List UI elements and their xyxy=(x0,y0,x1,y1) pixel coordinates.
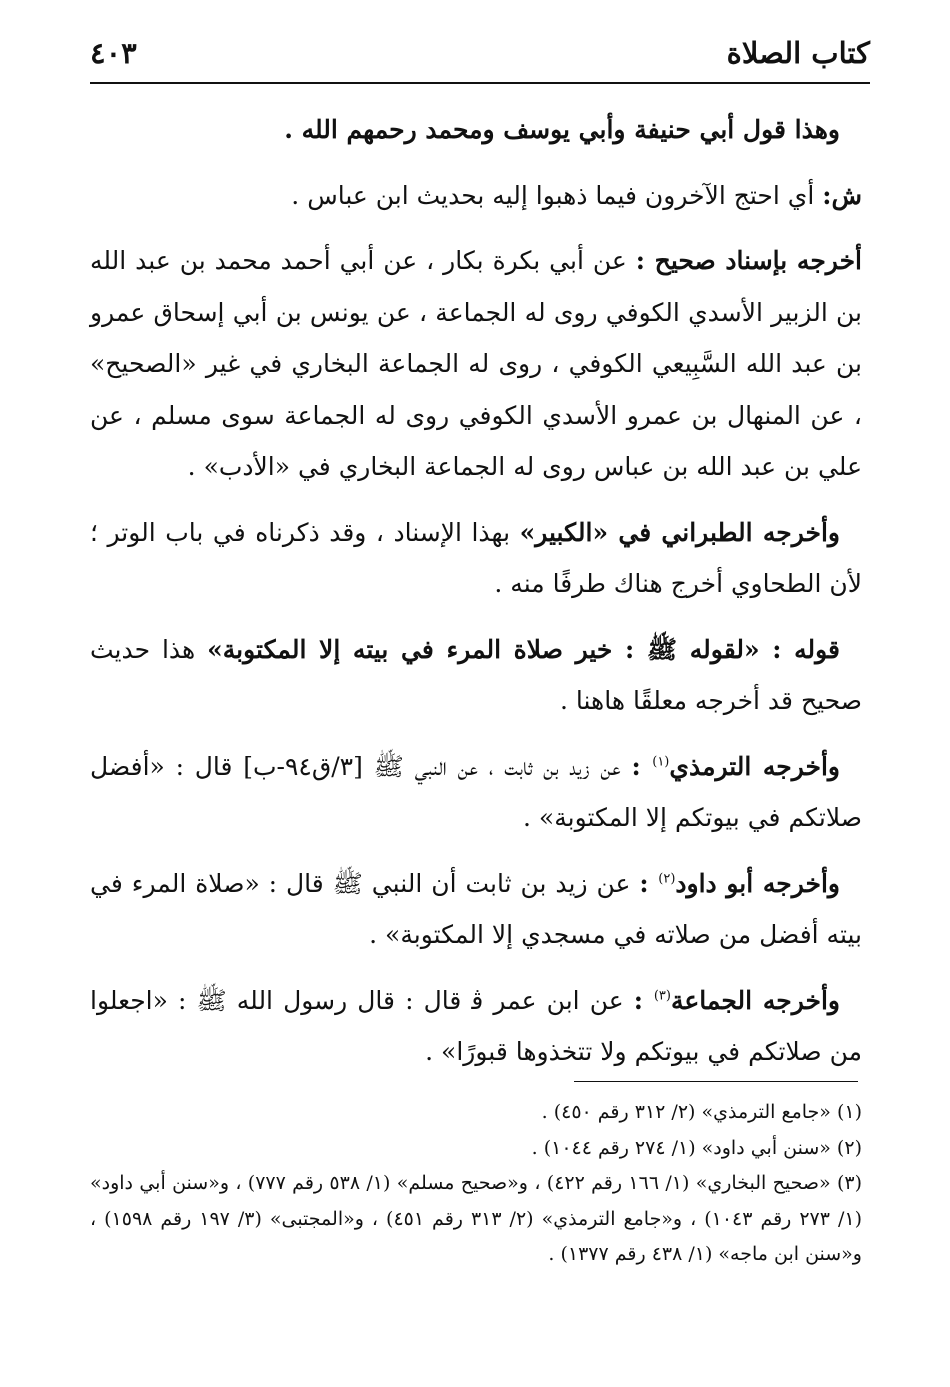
paragraph-text: أي احتج الآخرون فيما ذهبوا إليه بحديث ابن عباس . xyxy=(291,180,823,210)
paragraph-text: عن زيد بن ثابت أن النبي ﷺ قال : «صلاة المرء في بيته أفضل من صلاته في مسجدي إلا المكتوبة» . xyxy=(90,868,862,949)
paragraph-lead: أخرجه بإسناد صحيح : xyxy=(635,246,862,275)
page-header xyxy=(90,36,870,80)
footnote-3: (٣) «صحيح البخاري» (١/ ١٦٦ رقم ٤٢٢) ، و«صحيح مسلم» (١/ ٥٣٨ رقم ٧٧٧) ، و«سنن أبي داود» (١/ ٢٧٣ رقم ١٠٤٣) ، و«جامع الترمذي» (٢/ ٣١٣ رقم ٤٥١) ، و«المجتبى» (٣/ ١٩٧ رقم ١٥٩٨) ، و«سنن ابن ماجه» (١/ ٤٣٨ رقم ١٣٧٧) . xyxy=(90,1172,863,1265)
header-rule xyxy=(90,82,870,84)
paragraph-lead: وأخرجه أبو داود xyxy=(675,868,841,898)
footnotes xyxy=(90,1095,862,1273)
paragraph-lead: ش: xyxy=(822,180,862,210)
paragraph-commentary xyxy=(90,170,862,222)
main-text xyxy=(90,104,862,1092)
paragraph-lead: قوله : «لقوله ﷺ : خير صلاة المرء في بيته إلا المكتوبة» xyxy=(207,634,841,664)
paragraph-opinion xyxy=(90,104,862,156)
page-number: ٤٠٣ xyxy=(90,36,137,70)
footnote-ref[interactable]: (٢) xyxy=(658,871,676,887)
footnote-ref[interactable]: (١) xyxy=(652,754,670,770)
paragraph-lead-colon: : xyxy=(633,985,654,1015)
paragraph-lead-colon: : xyxy=(631,751,653,781)
paragraph-text: عن زيد بن ثابت ، عن النبي ﷺ [٣/ق٩٤-ب] قال : «أفضل صلاتكم في بيوتكم إلا المكتوبة» . xyxy=(90,751,862,832)
paragraph-text: عن ابن عمر ﭬ قال : قال رسول الله ﷺ : «اجعلوا من صلاتكم في بيوتكم ولا تتخذوها قبورًا» . xyxy=(90,985,862,1066)
paragraph-text: هذا حديث صحيح قد أخرجه معلقًا هاهنا . xyxy=(90,634,862,715)
footnote-1: (١) «جامع الترمذي» (٢/ ٣١٢ رقم ٤٥٠) . xyxy=(541,1101,862,1123)
paragraph-text: وهذا قول أبي حنيفة وأبي يوسف ومحمد رحمهم الله . xyxy=(284,115,840,144)
paragraph-tirmidhi xyxy=(90,741,862,844)
paragraph-text: عن أبي بكرة بكار ، عن أبي أحمد محمد بن عبد الله بن الزبير الأسدي الكوفي روى له الجماعة ، عن يونس بن أبي إسحاق عمرو بن عبد الله السَّبِيعي الكوفي ، روى له الجماعة البخاري في غير «الصحيح» ، عن المنهال بن عمرو الأسدي الكوفي روى له الجماعة سوى مسلم ، عن علي بن عبد الله بن عباس روى له الجماعة البخاري في «الأدب» . xyxy=(90,246,862,481)
paragraph-text: بهذا الإسناد ، وقد ذكرناه في باب الوتر ؛ لأن الطحاوي أخرج هناك طرفًا منه . xyxy=(90,517,862,598)
paragraph-isnad xyxy=(90,235,862,493)
paragraph-tabarani xyxy=(90,507,862,610)
footnote-2: (٢) «سنن أبي داود» (١/ ٢٧٤ رقم ١٠٤٤) . xyxy=(531,1136,862,1159)
footnote-ref[interactable]: (٣) xyxy=(653,988,671,1004)
running-title: كتاب الصلاة xyxy=(726,36,870,70)
paragraph-lead: وأخرجه الترمذي xyxy=(669,751,840,781)
paragraph-abu-dawud xyxy=(90,858,862,961)
paragraph-lead-colon: : xyxy=(639,868,659,898)
paragraph-lead: وأخرجه الجماعة xyxy=(670,985,841,1015)
paragraph-jamaa xyxy=(90,975,862,1078)
footnote-separator xyxy=(574,1081,858,1082)
paragraph-hadith-quote xyxy=(90,624,862,727)
paragraph-lead: وأخرجه الطبراني في «الكبير» xyxy=(519,517,840,547)
